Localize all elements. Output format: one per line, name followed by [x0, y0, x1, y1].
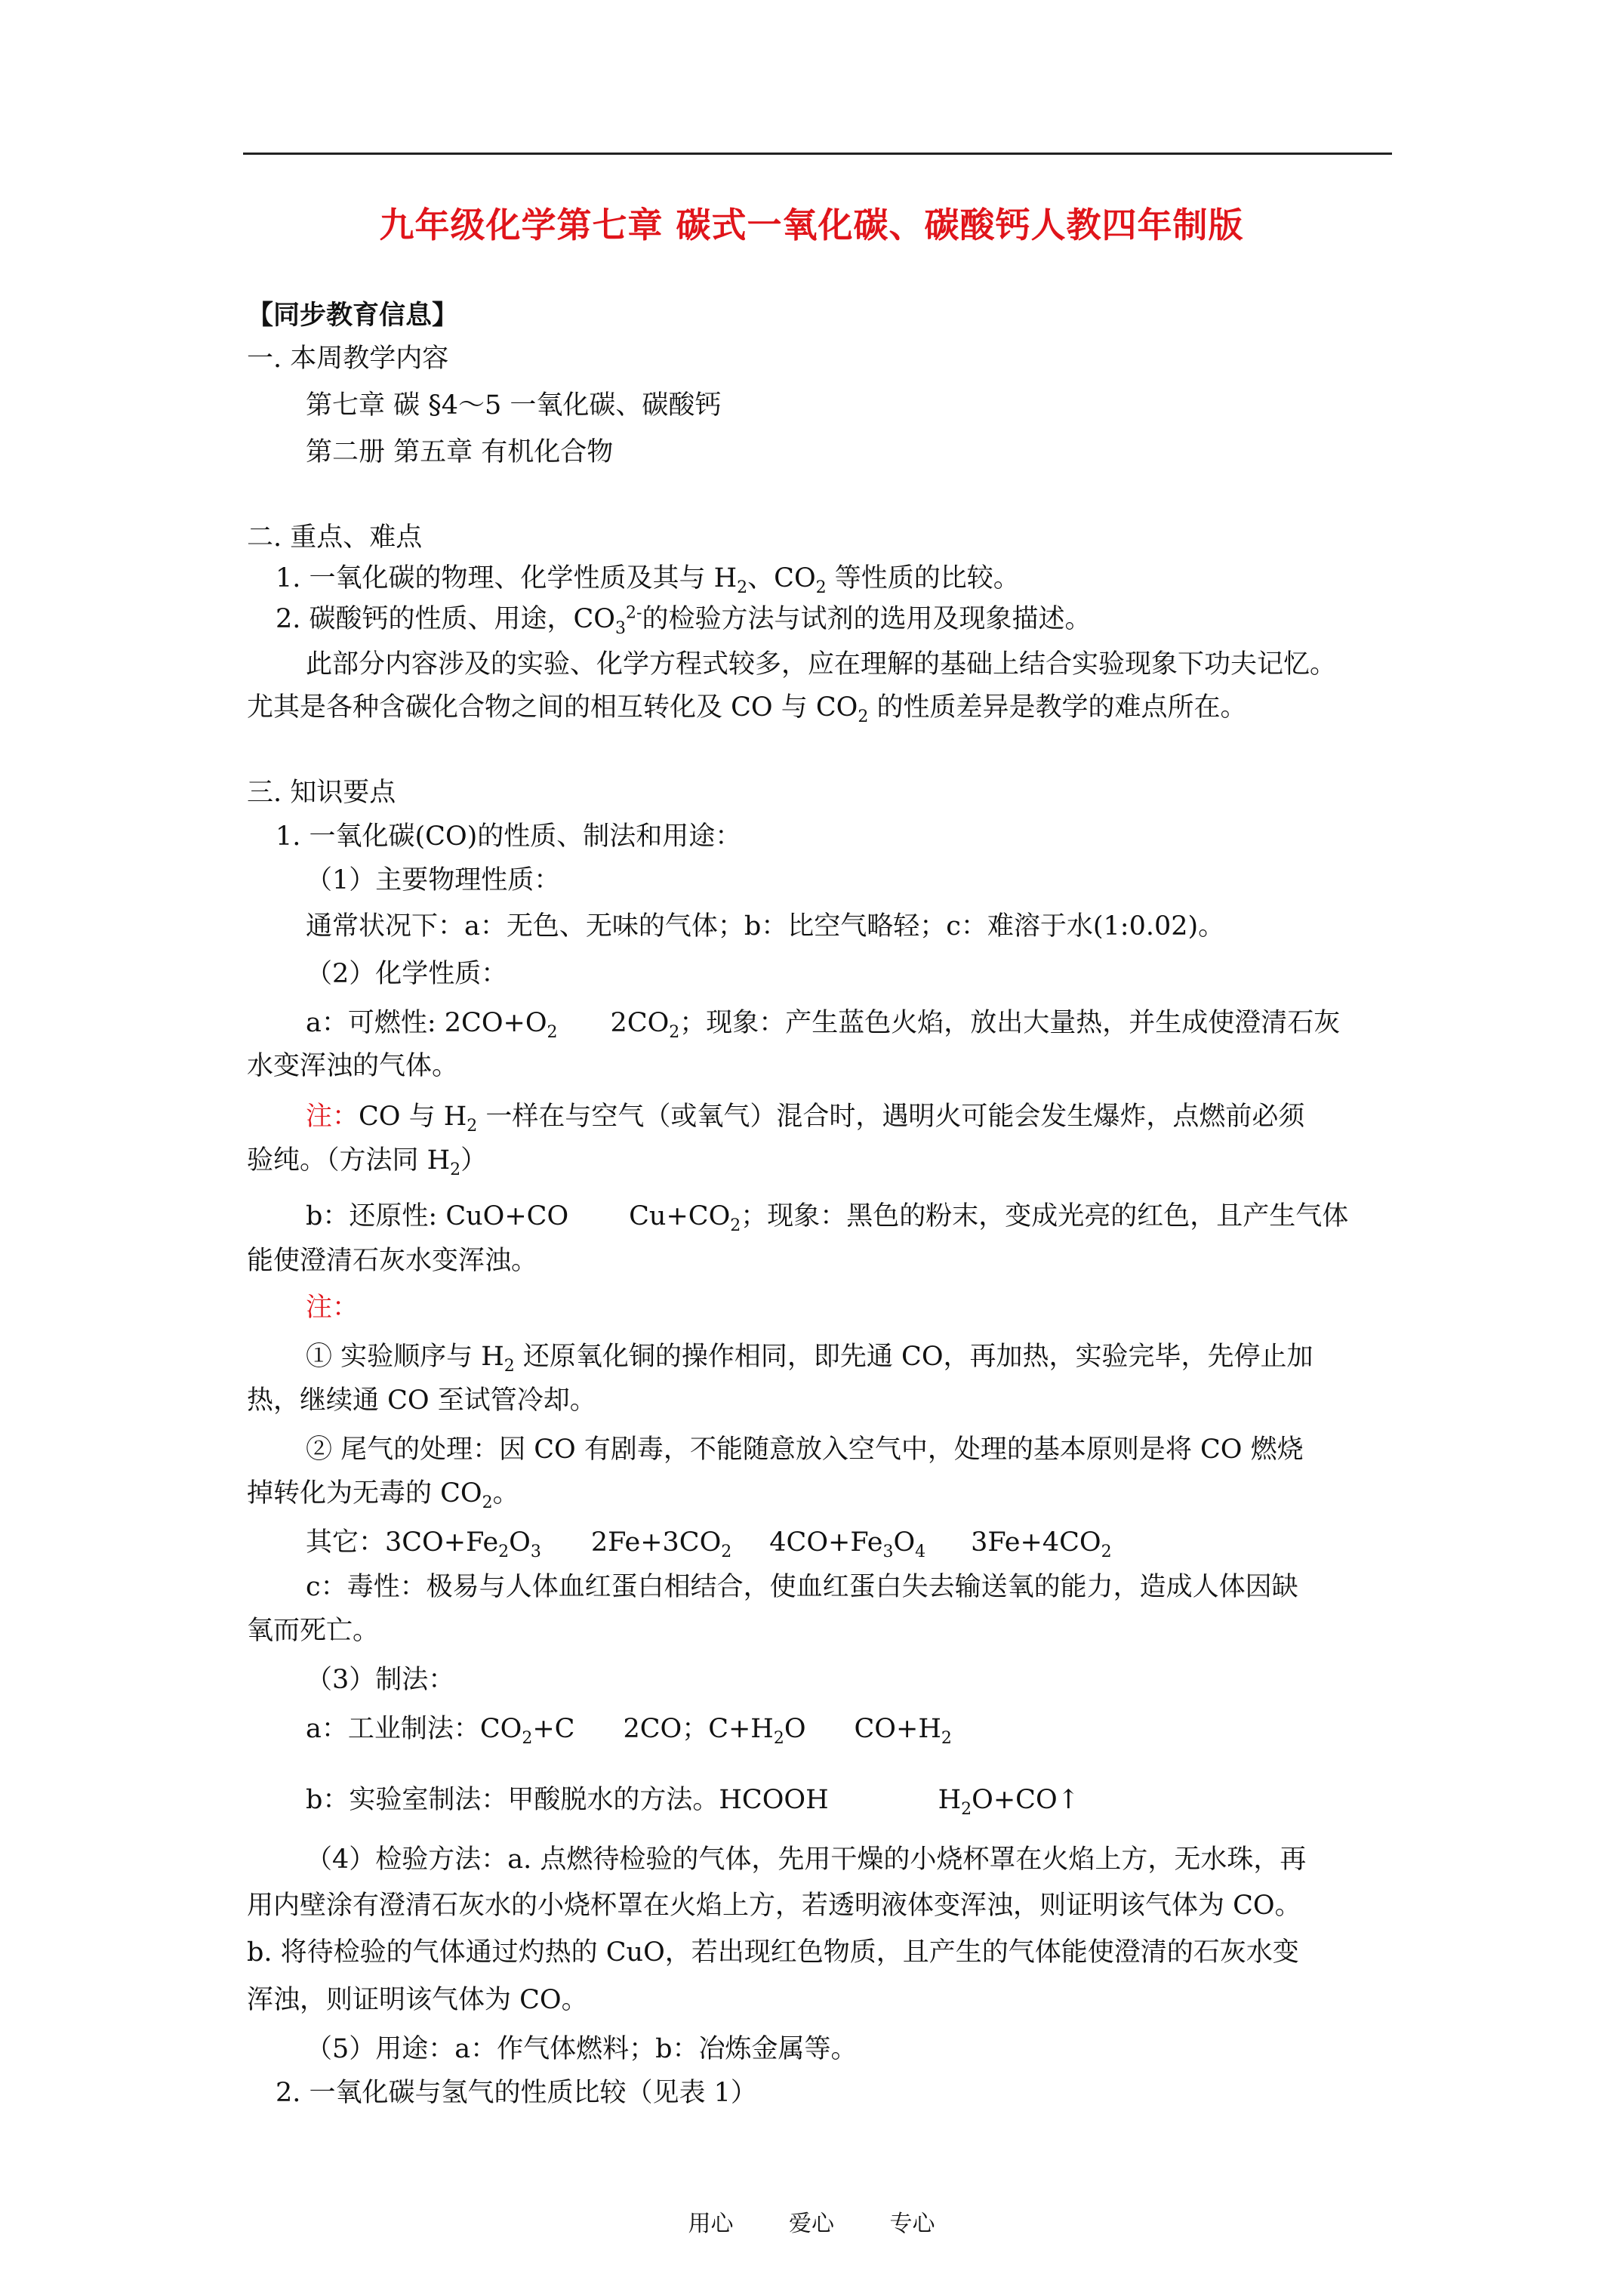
page-title: 九年级化学第七章 碳式一氧化碳、碳酸钙人教四年制版	[379, 205, 1244, 245]
s3-item2: 2. 一氧化碳与氢气的性质比较（见表 1）	[276, 2078, 757, 2108]
note-2-item1-cont: 热，继续通 CO 至试管冷却。	[247, 1385, 596, 1416]
s2-point2: 2. 碳酸钙的性质、用途，$CO_3^{2-}$的检验方法与试剂的选用及现象描述。	[276, 603, 1092, 638]
s1-line2: 第二册 第五章 有机化合物	[306, 437, 614, 467]
reduce-eq: b：还原性: CuO+CO $Cu+CO_2$；现象：黑色的粉末，变成光亮的红色，且产生气体	[306, 1201, 1349, 1235]
toxicity-cont: 氧而死亡。	[247, 1616, 380, 1646]
note-2-item2: ② 尾气的处理：因 CO 有剧毒，不能随意放入空气中，处理的基本原则是将 CO 燃烧	[306, 1435, 1304, 1465]
detection-3: b. 将待检验的气体通过灼热的 CuO，若出现红色物质，且产生的气体能使澄清的石灰水变	[247, 1937, 1299, 1968]
note-1-cont: 验纯。（方法同 $H_2$）	[247, 1145, 488, 1179]
s3-item1: 1. 一氧化碳(CO)的性质、制法和用途：	[276, 821, 742, 852]
s2-para2: 尤其是各种含碳化合物之间的相互转化及 CO 与 $CO_2$ 的性质差异是教学的难点所在。	[247, 692, 1247, 726]
note-2-item1: ① 实验顺序与 $H_2$ 还原氧化铜的操作相同，即先通 CO，再加热，实验完毕，先停止加	[306, 1342, 1313, 1376]
s2-para1: 此部分内容涉及的实验、化学方程式较多，应在理解的基础上结合实验现象下功夫记忆。	[306, 649, 1337, 680]
note-2-label: 注：	[306, 1293, 359, 1323]
footer-word-1: 用心	[688, 2211, 734, 2237]
note-1: 注：CO 与 $H_2$ 一样在与空气（或氧气）混合时，遇明火可能会发生爆炸，点燃前必须	[306, 1102, 1305, 1136]
s3-heading: 三. 知识要点	[247, 778, 396, 808]
toxicity: c：毒性：极易与人体血红蛋白相结合，使血红蛋白失去输送氧的能力，造成人体因缺	[306, 1572, 1298, 1602]
chem-heading: （2）化学性质：	[306, 959, 508, 989]
detection-1: （4）检验方法：a. 点燃待检验的气体，先用干燥的小烧杯罩在火焰上方，无水珠，再	[306, 1845, 1307, 1875]
uses: （5）用途：a：作气体燃料；b：冶炼金属等。	[306, 2034, 858, 2064]
reduce-cont: 能使澄清石灰水变浑浊。	[247, 1246, 538, 1276]
footer-word-3: 专心	[889, 2211, 935, 2237]
s2-point1: 1. 一氧化碳的物理、化学性质及其与 $H_2$、$CO_2$ 等性质的比较。	[276, 563, 1020, 597]
detection-4: 浑浊，则证明该气体为 CO。	[247, 1985, 588, 2015]
footer-word-2: 爱心	[789, 2211, 834, 2237]
combust-cont: 水变浑浊的气体。	[247, 1051, 459, 1081]
phys-text: 通常状况下：a：无色、无味的气体；b：比空气略轻；c：难溶于水(1:0.02)。	[306, 911, 1225, 942]
prep-heading: （3）制法：	[306, 1665, 455, 1695]
phys-heading: （1）主要物理性质：	[306, 865, 561, 895]
section-header: 【同步教育信息】	[247, 300, 459, 331]
note-2-item2-cont: 掉转化为无毒的 $CO_2$。	[247, 1478, 519, 1512]
s2-heading: 二. 重点、难点	[247, 522, 423, 553]
industrial-prep: a：工业制法：$CO_2+C$ 2CO；$C+H_2O$ $CO+H_2$	[306, 1714, 952, 1748]
s1-heading: 一. 本周教学内容	[247, 344, 449, 374]
other-eqs: 其它：$3CO+Fe_2O_3$ $2Fe+3CO_2$ $4CO+Fe_3O_4$ $3Fe+4CO_2$	[306, 1527, 1112, 1561]
detection-2: 用内壁涂有澄清石灰水的小烧杯罩在火焰上方，若透明液体变浑浊，则证明该气体为 CO。	[247, 1891, 1301, 1921]
combust-eq: a：可燃性: $2CO+O_2$ $2CO_2$；现象：产生蓝色火焰，放出大量热，并生成使澄清石灰	[306, 1008, 1341, 1042]
header-rule	[243, 153, 1392, 155]
s1-line1: 第七章 碳 §4～5 一氧化碳、碳酸钙	[306, 390, 722, 421]
lab-prep: b：实验室制法：甲酸脱水的方法。HCOOH $H_2O+CO↑$	[306, 1785, 1079, 1819]
page-footer	[0, 2205, 1623, 2238]
